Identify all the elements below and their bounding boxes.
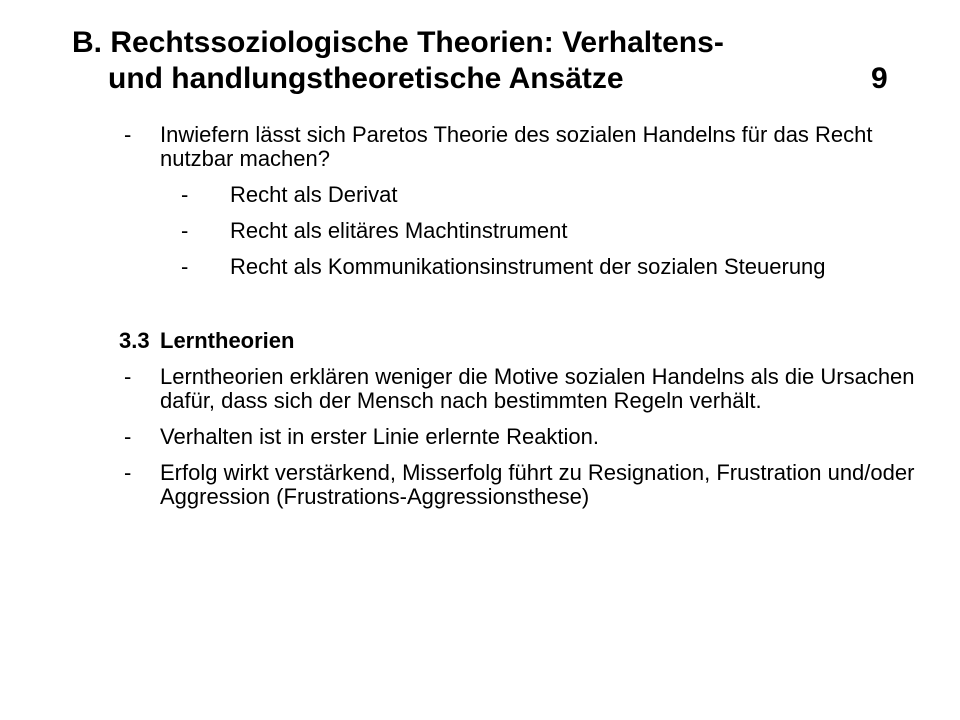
- slide-body: [119, 123, 919, 521]
- list-item: [119, 461, 919, 509]
- title-line-2: [72, 61, 902, 97]
- section-heading-text: Lerntheorien: [160, 328, 295, 353]
- page-number: 9: [871, 62, 888, 95]
- list-item-text: Verhalten ist in erster Linie erlernte Reaktion.: [160, 424, 600, 449]
- slide-title: [72, 25, 902, 97]
- bullet-dash: -: [181, 254, 189, 279]
- list-item-text: Lerntheorien erklären weniger die Motive sozialen Handelns als die Ursachen dafür, dass sich der Mensch nach bestimmten Regeln verhält.: [160, 364, 915, 413]
- section-number: 3.3: [119, 328, 150, 353]
- sub-list-item-text: Recht als Kommunikationsinstrument der sozialen Steuerung: [230, 254, 826, 279]
- bullet-dash: -: [181, 218, 189, 243]
- title-line-1: B. Rechtssoziologische Theorien: Verhaltens-: [72, 26, 724, 59]
- sub-list-item: [119, 183, 919, 207]
- bullet-dash: -: [124, 424, 132, 449]
- list-item: [119, 365, 919, 413]
- bullet-dash: -: [124, 460, 132, 485]
- bullet-dash: -: [124, 122, 132, 147]
- list-item-text: Erfolg wirkt verstärkend, Misserfolg führt zu Resignation, Frustration und/oder Aggression (Frustrations-Aggressionsthese): [160, 460, 915, 509]
- sub-list-item-text: Recht als elitäres Machtinstrument: [230, 218, 568, 243]
- sub-list-item: [119, 255, 919, 279]
- bullet-dash: -: [181, 182, 189, 207]
- section-heading: [119, 329, 919, 353]
- sub-list-item: [119, 219, 919, 243]
- bullet-dash: -: [124, 364, 132, 389]
- title-line-2-text: und handlungstheoretische Ansätze: [108, 62, 624, 95]
- list-item-text: Inwiefern lässt sich Paretos Theorie des sozialen Handelns für das Recht nutzbar machen?: [160, 122, 873, 171]
- list-item: [119, 425, 919, 449]
- sub-list-item-text: Recht als Derivat: [230, 182, 398, 207]
- list-item: [119, 123, 919, 171]
